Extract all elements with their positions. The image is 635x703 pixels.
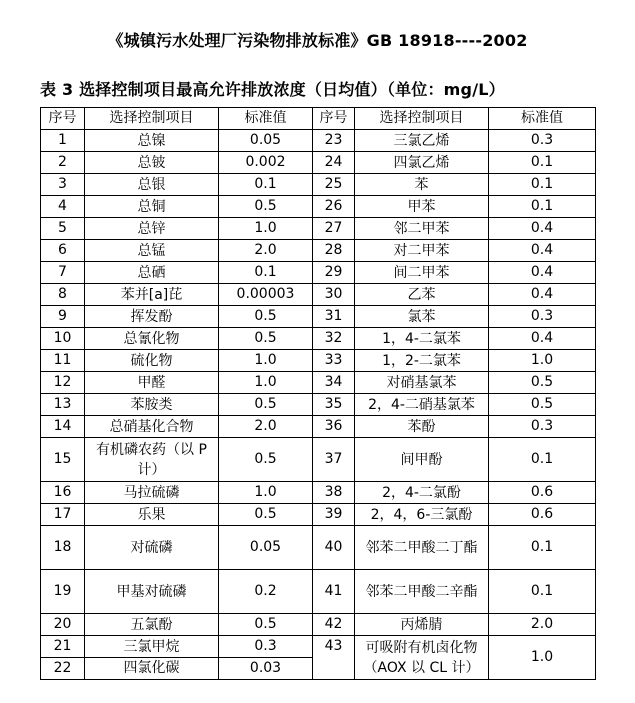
row-value-right: 0.4 [489, 218, 596, 240]
row-seq-right: 39 [313, 504, 355, 526]
row-item-right: 2，4，6-三氯酚 [355, 504, 489, 526]
header-value-right: 标准值 [489, 108, 596, 130]
row-seq-right: 29 [313, 262, 355, 284]
row-item-right: 邻二甲苯 [355, 218, 489, 240]
header-seq-left: 序号 [41, 108, 85, 130]
table-row [41, 218, 596, 240]
row-value-left: 0.5 [219, 306, 313, 328]
row-seq-left: 7 [41, 262, 85, 284]
row-value-right: 0.1 [489, 174, 596, 196]
row-item-left: 总硒 [85, 262, 219, 284]
row-value-right: 2.0 [489, 614, 596, 636]
row-value-right: 0.5 [489, 372, 596, 394]
row-seq-right: 34 [313, 372, 355, 394]
row-item-left: 苯胺类 [85, 394, 219, 416]
row-value-left: 0.002 [219, 152, 313, 174]
row-value-right: 0.4 [489, 262, 596, 284]
row-item-left: 总铜 [85, 196, 219, 218]
row-value-right: 0.3 [489, 130, 596, 152]
row-seq-right: 41 [313, 570, 355, 614]
row-value-right: 0.3 [489, 416, 596, 438]
row-seq-right: 27 [313, 218, 355, 240]
row-value-right: 0.6 [489, 482, 596, 504]
row-seq-left: 20 [41, 614, 85, 636]
document-title: 《城镇污水处理厂污染物排放标准》GB 18918----2002 [107, 31, 528, 50]
row-item-right: 间二甲苯 [355, 262, 489, 284]
row-seq-left: 9 [41, 306, 85, 328]
row-value-right: 0.3 [489, 306, 596, 328]
row-seq-left: 12 [41, 372, 85, 394]
row-seq-left: 6 [41, 240, 85, 262]
row-seq-left: 10 [41, 328, 85, 350]
row-value-left: 0.05 [219, 526, 313, 570]
row-item-right: 邻苯二甲酸二丁酯 [355, 526, 489, 570]
row-item-left: 挥发酚 [85, 306, 219, 328]
row-item-left: 五氯酚 [85, 614, 219, 636]
row-seq-right: 42 [313, 614, 355, 636]
table-row [41, 350, 596, 372]
row-value-left: 1.0 [219, 372, 313, 394]
row-item-right: 四氯乙烯 [355, 152, 489, 174]
header-seq-right: 序号 [313, 108, 355, 130]
row-value-right: 0.4 [489, 284, 596, 306]
row-value-right: 0.4 [489, 240, 596, 262]
row-value-left: 1.0 [219, 482, 313, 504]
row-item-left: 总铍 [85, 152, 219, 174]
row-value-left: 2.0 [219, 240, 313, 262]
row-item-right: 苯酚 [355, 416, 489, 438]
row-value-right: 1.0 [489, 636, 596, 680]
row-item-right: 三氯乙烯 [355, 130, 489, 152]
table-row [41, 636, 596, 658]
row-seq-left: 22 [41, 658, 85, 680]
row-item-left: 四氯化碳 [85, 658, 219, 680]
table-row [41, 482, 596, 504]
row-value-left: 0.1 [219, 262, 313, 284]
row-item-right: 2，4-二氯酚 [355, 482, 489, 504]
row-seq-left: 5 [41, 218, 85, 240]
row-item-right: 1，4-二氯苯 [355, 328, 489, 350]
table-row [41, 372, 596, 394]
header-item-right: 选择控制项目 [355, 108, 489, 130]
row-value-left: 0.5 [219, 196, 313, 218]
row-value-left: 0.5 [219, 394, 313, 416]
row-item-left: 总氰化物 [85, 328, 219, 350]
row-value-left: 0.05 [219, 130, 313, 152]
table-row [41, 438, 596, 482]
row-seq-right: 36 [313, 416, 355, 438]
table-caption: 表 3 选择控制项目最高允许排放浓度（日均值）（单位：mg/L） [40, 80, 505, 99]
row-seq-right: 24 [313, 152, 355, 174]
row-item-left: 总镍 [85, 130, 219, 152]
row-seq-left: 21 [41, 636, 85, 658]
table-row [41, 152, 596, 174]
row-seq-right: 26 [313, 196, 355, 218]
row-item-right: 丙烯腈 [355, 614, 489, 636]
table-row [41, 394, 596, 416]
row-seq-right: 38 [313, 482, 355, 504]
row-item-left: 甲基对硫磷 [85, 570, 219, 614]
row-item-right: 间甲酚 [355, 438, 489, 482]
table-row [41, 526, 596, 570]
row-value-right: 0.1 [489, 570, 596, 614]
row-seq-left: 15 [41, 438, 85, 482]
table-row [41, 196, 596, 218]
table-row [41, 504, 596, 526]
table-row [41, 570, 596, 614]
row-seq-left: 16 [41, 482, 85, 504]
row-seq-right: 30 [313, 284, 355, 306]
row-item-right: 乙苯 [355, 284, 489, 306]
row-value-left: 0.1 [219, 174, 313, 196]
table-row [41, 614, 596, 636]
row-item-right: 1，2-二氯苯 [355, 350, 489, 372]
row-seq-left: 4 [41, 196, 85, 218]
row-item-right: 邻苯二甲酸二辛酯 [355, 570, 489, 614]
row-item-left: 总银 [85, 174, 219, 196]
row-item-left: 有机磷农药（以 P 计） [85, 438, 219, 482]
table-row [41, 130, 596, 152]
row-seq-left: 11 [41, 350, 85, 372]
row-value-right: 0.1 [489, 438, 596, 482]
row-seq-left: 2 [41, 152, 85, 174]
row-value-left: 0.00003 [219, 284, 313, 306]
row-value-right: 0.5 [489, 394, 596, 416]
table-row [41, 262, 596, 284]
row-item-left: 总锌 [85, 218, 219, 240]
row-seq-left: 1 [41, 130, 85, 152]
row-item-right: 氯苯 [355, 306, 489, 328]
row-seq-right: 25 [313, 174, 355, 196]
row-value-right: 0.1 [489, 526, 596, 570]
row-value-left: 0.5 [219, 504, 313, 526]
row-item-right: 对硝基氯苯 [355, 372, 489, 394]
table-row [41, 174, 596, 196]
row-seq-left: 8 [41, 284, 85, 306]
row-seq-left: 17 [41, 504, 85, 526]
row-seq-right: 28 [313, 240, 355, 262]
row-value-right: 0.6 [489, 504, 596, 526]
row-item-left: 苯并[a]芘 [85, 284, 219, 306]
row-value-left: 1.0 [219, 218, 313, 240]
row-seq-right: 37 [313, 438, 355, 482]
table-row [41, 306, 596, 328]
row-item-left: 对硫磷 [85, 526, 219, 570]
row-seq-right: 43 [313, 636, 355, 680]
table-header-row [41, 108, 596, 130]
row-seq-right: 33 [313, 350, 355, 372]
row-item-left: 乐果 [85, 504, 219, 526]
row-seq-right: 32 [313, 328, 355, 350]
row-item-left: 马拉硫磷 [85, 482, 219, 504]
row-item-left: 三氯甲烷 [85, 636, 219, 658]
row-seq-right: 40 [313, 526, 355, 570]
row-seq-right: 31 [313, 306, 355, 328]
row-item-right: 苯 [355, 174, 489, 196]
row-value-left: 0.5 [219, 614, 313, 636]
header-value-left: 标准值 [219, 108, 313, 130]
row-value-left: 0.5 [219, 438, 313, 482]
standards-table [40, 107, 596, 680]
row-seq-left: 13 [41, 394, 85, 416]
table-row [41, 416, 596, 438]
row-item-left: 总硝基化合物 [85, 416, 219, 438]
row-value-left: 1.0 [219, 350, 313, 372]
row-item-right: 对二甲苯 [355, 240, 489, 262]
row-item-left: 硫化物 [85, 350, 219, 372]
row-value-right: 1.0 [489, 350, 596, 372]
row-seq-left: 19 [41, 570, 85, 614]
table-body [41, 130, 596, 680]
row-value-right: 0.1 [489, 152, 596, 174]
row-item-left: 总锰 [85, 240, 219, 262]
row-value-right: 0.4 [489, 328, 596, 350]
row-seq-left: 3 [41, 174, 85, 196]
row-value-right: 0.1 [489, 196, 596, 218]
row-value-left: 2.0 [219, 416, 313, 438]
table-row [41, 284, 596, 306]
table-row [41, 328, 596, 350]
row-seq-right: 23 [313, 130, 355, 152]
header-item-left: 选择控制项目 [85, 108, 219, 130]
row-seq-left: 14 [41, 416, 85, 438]
row-value-left: 0.03 [219, 658, 313, 680]
row-item-left: 甲醛 [85, 372, 219, 394]
row-seq-right: 35 [313, 394, 355, 416]
row-value-left: 0.3 [219, 636, 313, 658]
row-item-right: 可吸附有机卤化物（AOX 以 CL 计） [355, 636, 489, 680]
row-item-right: 甲苯 [355, 196, 489, 218]
row-value-left: 0.5 [219, 328, 313, 350]
row-seq-left: 18 [41, 526, 85, 570]
table-row [41, 240, 596, 262]
row-value-left: 0.2 [219, 570, 313, 614]
row-item-right: 2，4-二硝基氯苯 [355, 394, 489, 416]
